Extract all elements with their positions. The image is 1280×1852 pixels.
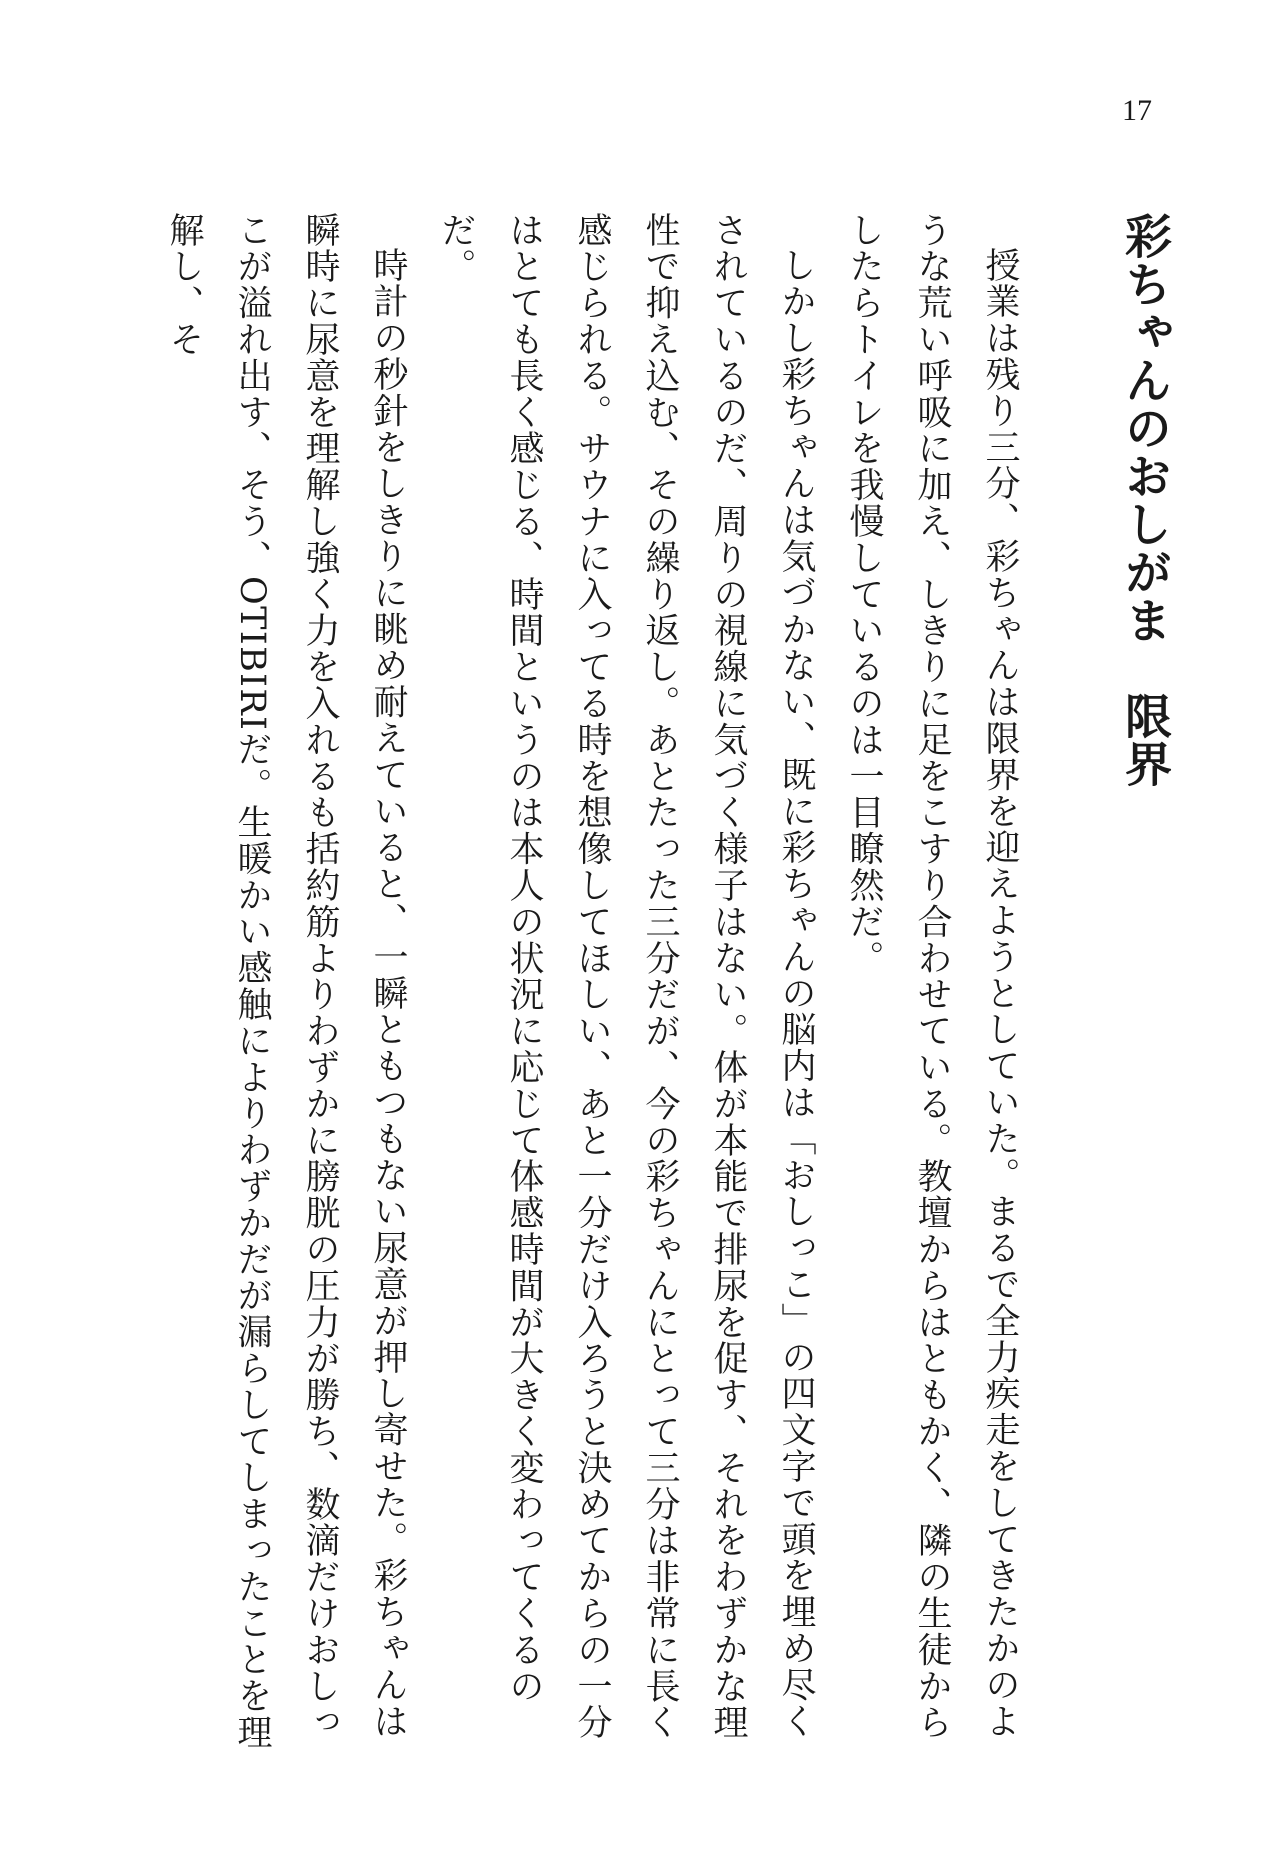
paragraph-3: 時計の秒針をしきりに眺め耐えていると、一瞬ともつもない尿意が押し寄せた。彩ちゃんは瞬時に尿意を理解し強く力を入れるも括約筋よりわずかに膀胱の圧力が勝ち、数滴だけおしっこが溢れ出す、そう、OTIBIRIだ。生暖かい感触によりわずかだが漏らしてしまったことを理解し、そ	[164, 212, 408, 1751]
page-number: 17	[1122, 94, 1152, 127]
paragraph-2: しかし彩ちゃんは気づかない、既に彩ちゃんの脳内は「おしっこ」の四文字で頭を埋め尽くされているのだ、周りの視線に気づく様子はない。体が本能で排尿を促す、それをわずかな理性で抑え込む、その繰り返し。あとたった三分だが、今の彩ちゃんにとって三分は非常に長く感じられる。サウナに入ってる時を想像してほしい、あと一分だけ入ろうと決めてからの一分はとても長く感じる、時間というのは本人の状況に応じて体感時間が大きく変わってくるのだ。	[436, 212, 816, 1741]
paragraph-1: 授業は残り三分、彩ちゃんは限界を迎えようとしていた。まるで全力疾走をしてきたかのような荒い呼吸に加え、しきりに足をこすり合わせている。教壇からはともかく、隣の生徒からしたらトイレを我慢しているのは一目瞭然だ。	[844, 212, 1020, 1741]
body-text	[150, 212, 1034, 1752]
chapter-title: 彩ちゃんのおしがま 限界	[1117, 212, 1172, 788]
